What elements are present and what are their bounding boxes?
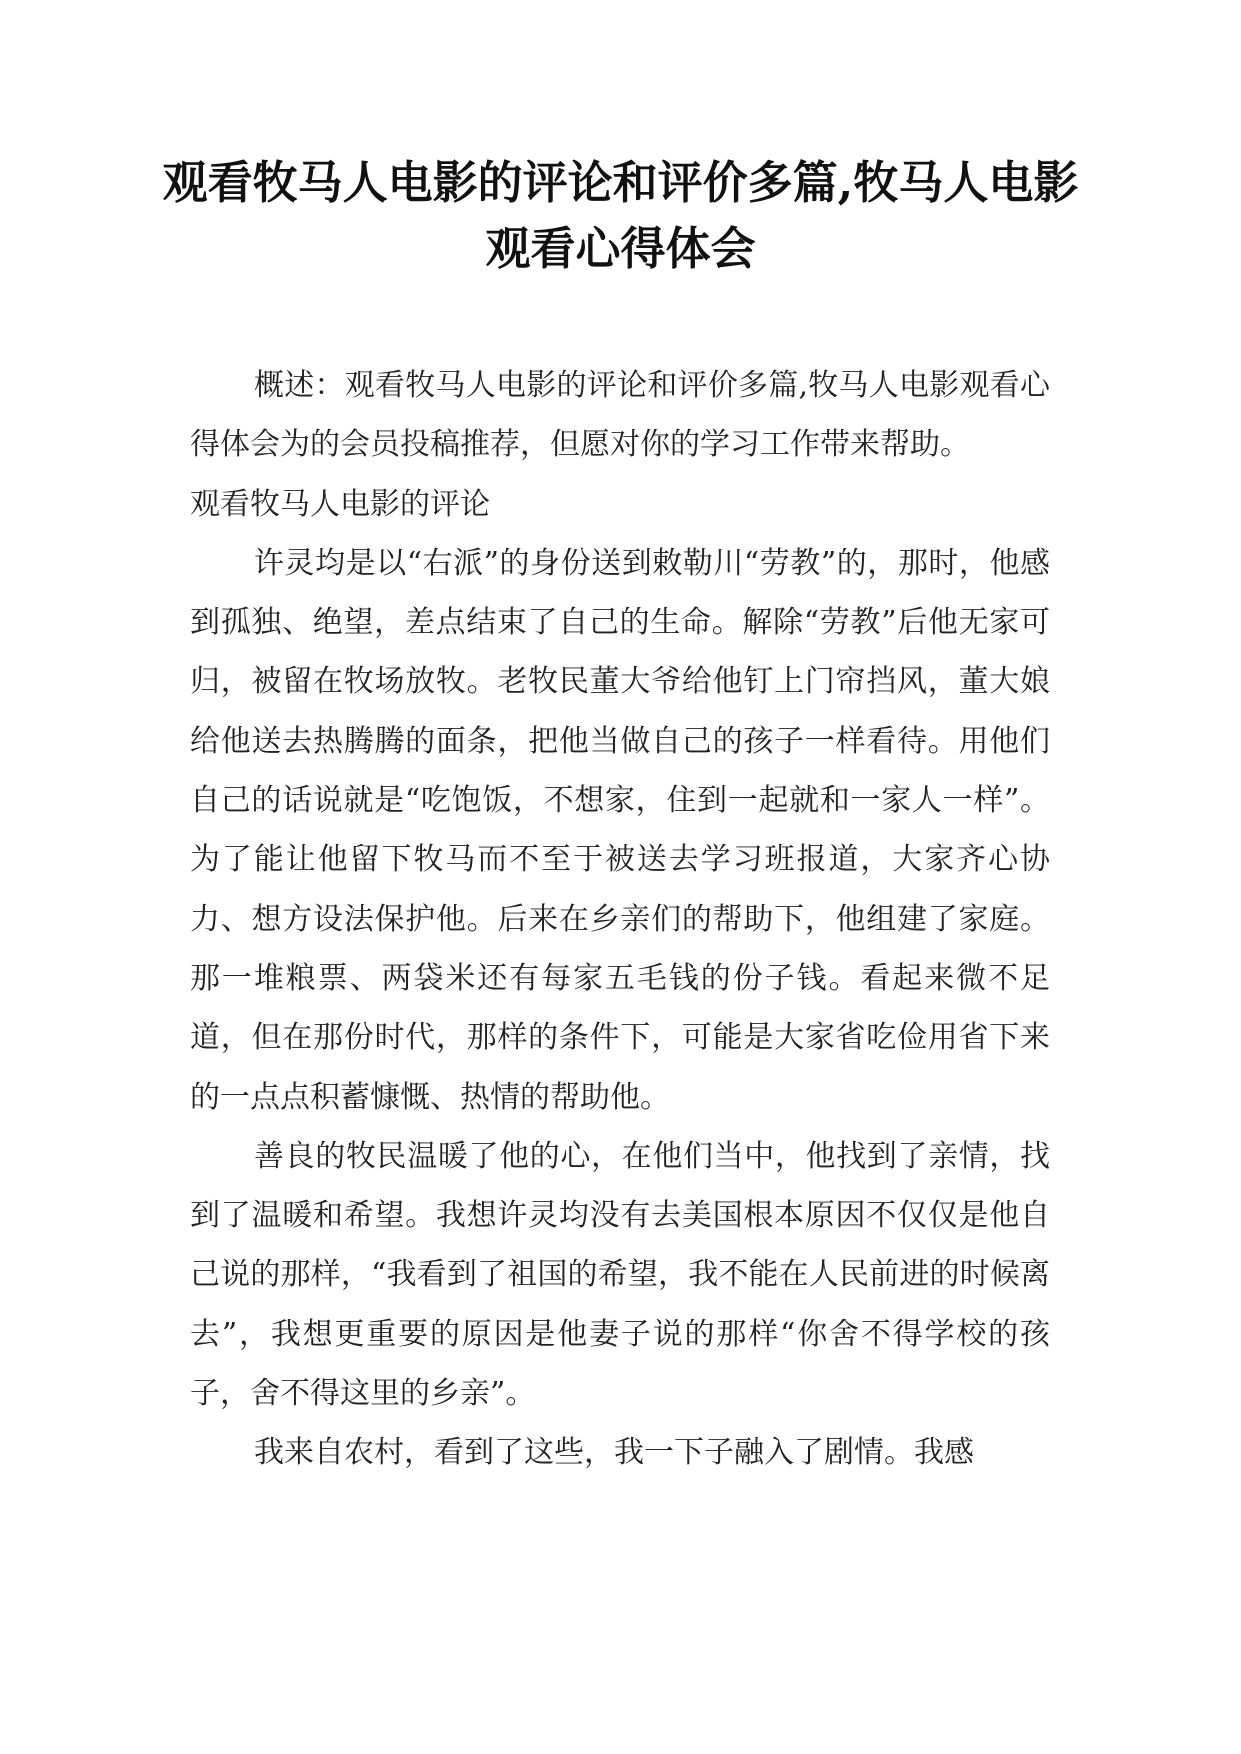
body-paragraph: 许灵均是以“右派”的身份送到敕勒川“劳教”的，那时，他感到孤独、绝望，差点结束了自己的生命。解除“劳教”后他无家可归，被留在牧场放牧。老牧民董大爷给他钉上门帘挡风，董大娘给他送去热腾腾的面条，把他当做自己的孩子一样看待。用他们自己的话说就是“吃饱饭，不想家，住到一起就和一家人一样”。为了能让他留下牧马而不至于被送去学习班报道，大家齐心协力、想方设法保护他。后来在乡亲们的帮助下，他组建了家庭。那一堆粮票、两袋米还有每家五毛钱的份子钱。看起来微不足道，但在那份时代，那样的条件下，可能是大家省吃俭用省下来的一点点积蓄慷慨、热情的帮助他。 [190, 545, 1050, 1115]
section-heading: 观看牧马人电影的评论 [190, 486, 490, 522]
summary-paragraph: 概述：观看牧马人电影的评论和评价多篇,牧马人电影观看心得体会为的会员投稿推荐，但愿对你的学习工作带来帮助。 [190, 368, 1050, 463]
document-title: 观看牧马人电影的评论和评价多篇,牧马人电影观看心得体会 [162, 156, 1079, 275]
body-paragraph: 我来自农村，看到了这些，我一下子融入了剧情。我感 [254, 1435, 974, 1471]
body-paragraph: 善良的牧民温暖了他的心，在他们当中，他找到了亲情，找到了温暖和希望。我想许灵均没有去美国根本原因不仅仅是他自己说的那样，“我看到了祖国的希望，我不能在人民前进的时候离去”，我想更重要的原因是他妻子说的那样“你舍不得学校的孩子，舍不得这里的乡亲”。 [190, 1138, 1050, 1412]
document-body [190, 356, 1050, 1483]
